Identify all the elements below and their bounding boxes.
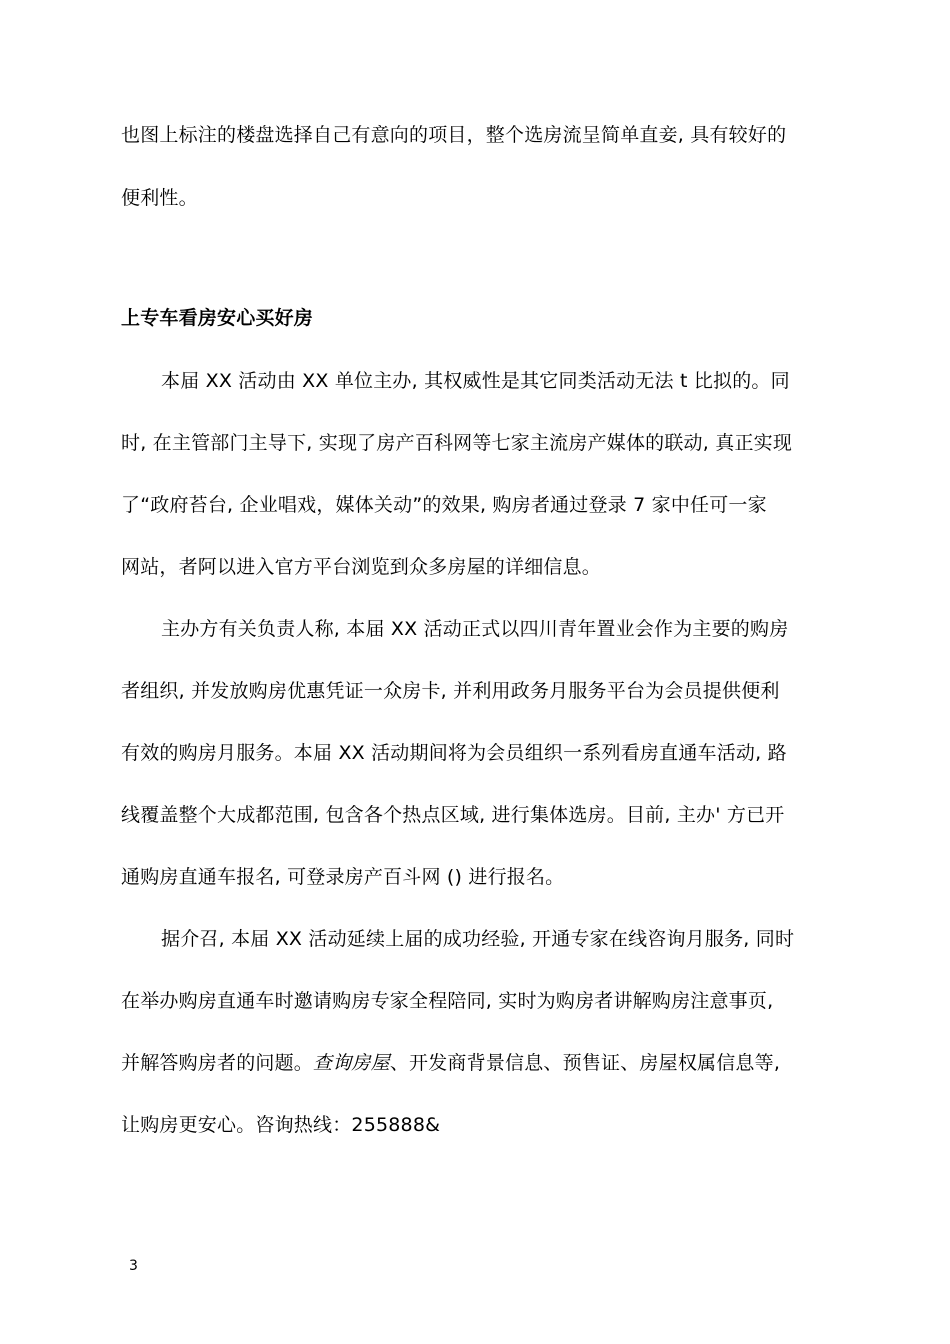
paragraph-1-line-1: 本届 XX 活动由 XX 单位主办, 其权威性是其它同类活动无法 t 比拟的。同 (161, 370, 790, 392)
paragraph-3-line-4: 让购房更安心。咨询热线：255888& (121, 1114, 441, 1136)
paragraph-2-line-3: 有效的购房月服务。本届 XX 活动期间将为会员组织一系列看房直通车活动, 路 (121, 742, 787, 764)
query-house-emphasis: 查询房屋 (313, 1052, 390, 1074)
intro-line-1: 也图上标注的楼盘选择自己有意向的项目，整个选房流呈简单直妾, 具有较好的 (121, 124, 787, 146)
paragraph-3-line-2: 在举办购房直通车时邀请购房专家全程陪同, 实时为购房者讲解购房注意事页, (121, 990, 774, 1012)
paragraph-1-line-3: 了“政府苔台, 企业唱戏，媒体关动”的效果, 购房者通过登录 7 家中任可一家 (121, 494, 767, 516)
paragraph-2-line-5: 通购房直通车报名, 可登录房产百斗网 () 进行报名。 (121, 866, 565, 888)
section-heading: 上专车看房安心买好房 (121, 307, 314, 329)
page-number: 3 (129, 1258, 138, 1274)
paragraph-3-line-3-after: 、开发商背景信息、预售证、房屋权属信息等, (389, 1052, 781, 1074)
paragraph-1-line-2: 时, 在主管部门主导下, 实现了房产百科网等七家主流房产媒体的联动, 真正实现 (121, 432, 793, 454)
paragraph-1-line-4: 网站，者阿以进入官方平台浏览到众多房屋的详细信息。 (121, 556, 602, 578)
paragraph-2-line-1: 主办方有关负责人称, 本届 XX 活动正式以四川青年置业会作为主要的购房 (161, 618, 789, 640)
paragraph-2-line-2: 者组织, 并发放购房优惠凭证一众房卡, 并利用政务月服务平台为会员提供便利 (121, 680, 780, 702)
paragraph-3-line-1: 据介召, 本届 XX 活动延续上届的成功经验, 开通专家在线咨询月服务, 同时 (161, 928, 795, 950)
paragraph-3-line-3-before: 并解答购房者的问题。 (121, 1052, 314, 1074)
intro-line-2: 便利性。 (121, 187, 198, 209)
paragraph-3-line-3 (121, 1048, 821, 1078)
paragraph-2-line-4: 线覆盖整个大成都范围, 包含各个热点区域, 进行集体选房。目前, 主办' 方已开 (121, 804, 785, 826)
